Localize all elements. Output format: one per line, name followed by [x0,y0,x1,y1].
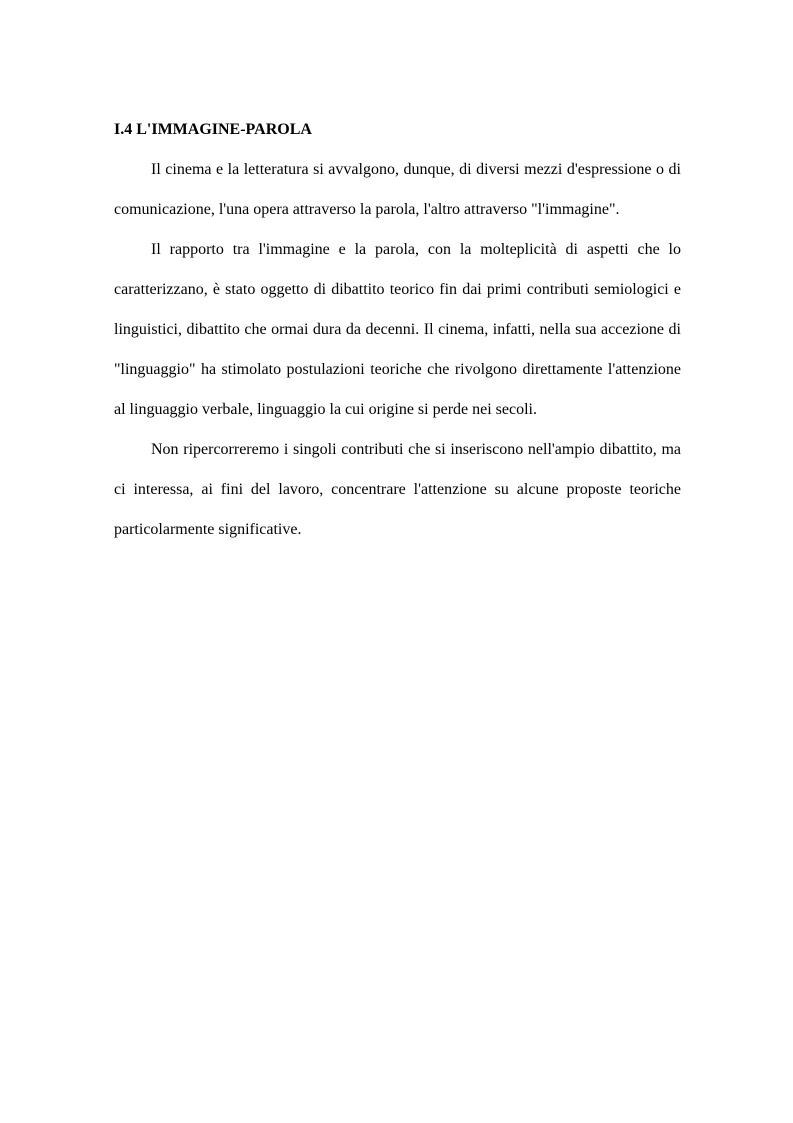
section-title: I.4 L'IMMAGINE-PAROLA [114,121,312,138]
paragraph-2: Il rapporto tra l'immagine e la parola, con la molteplicità di aspetti che lo caratterizzano, è stato oggetto di dibattito teorico fin dai primi contributi semiologici e linguistici, dibattito che ormai dura da decenni. Il cinema, infatti, nella sua accezione di "linguaggio" ha stimolato postulazioni teoriche che rivolgono direttamente l'attenzione al linguaggio verbale, linguaggio la cui origine si perde nei secoli. [114,241,681,418]
paragraph-1: Il cinema e la letteratura si avvalgono, dunque, di diversi mezzi d'espressione o di comunicazione, l'una opera attraverso la parola, l'altro attraverso "l'immagine". [114,161,681,218]
page-content [114,110,681,550]
paragraph-3: Non ripercorreremo i singoli contributi che si inseriscono nell'ampio dibattito, ma ci interessa, ai fini del lavoro, concentrare l'attenzione su alcune proposte teoriche particolarmente significative. [114,441,681,538]
